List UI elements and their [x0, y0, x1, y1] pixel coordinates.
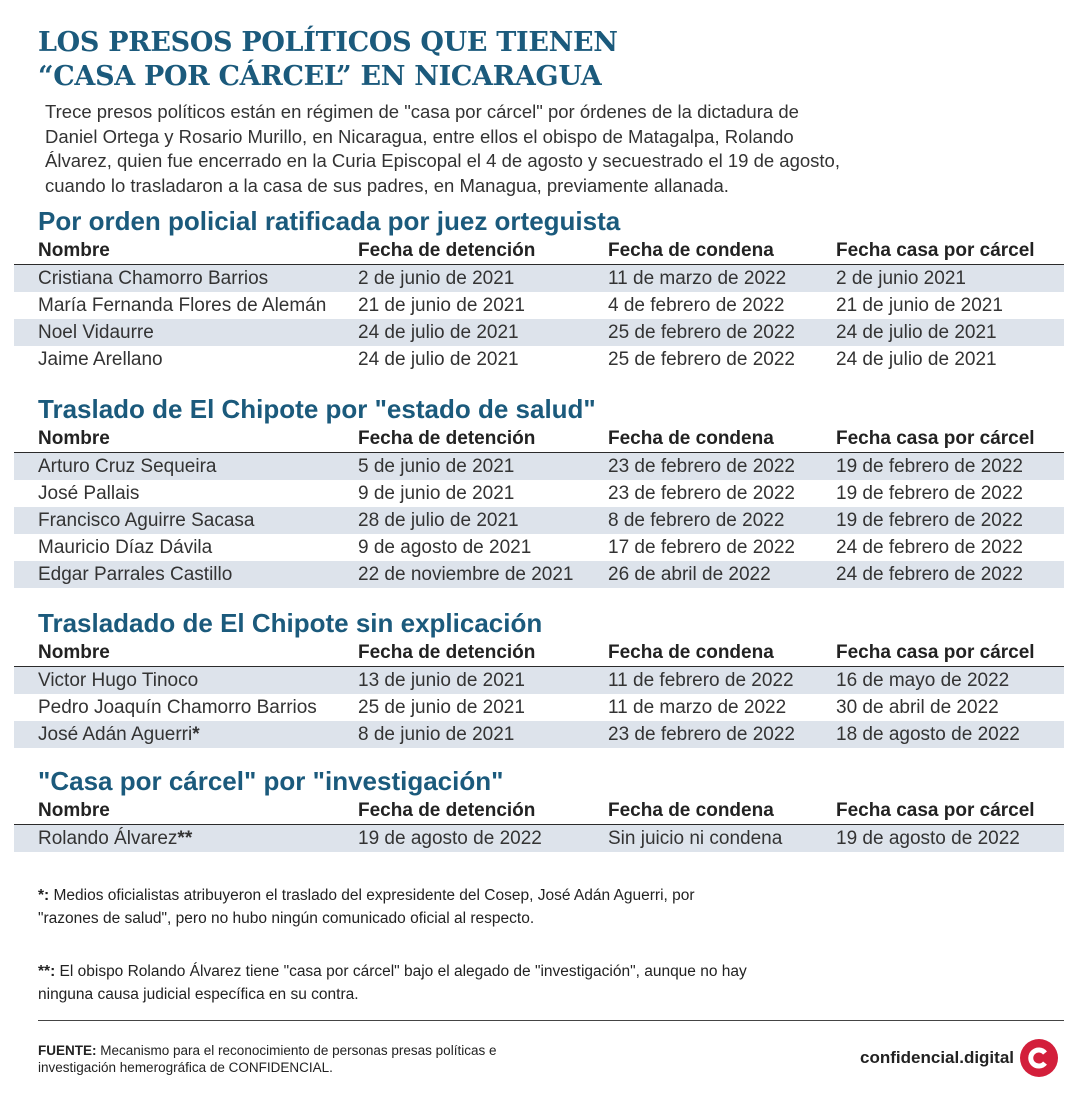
section-title: Traslado de El Chipote por "estado de salud" — [38, 394, 596, 424]
section-title: "Casa por cárcel" por "investigación" — [38, 766, 504, 796]
footnote-2-text: El obispo Rolando Álvarez tiene "casa por cárcel" bajo el alegado de "investigación", aunque no hay ninguna causa judicial específica en su contra. — [38, 963, 747, 1003]
person-name: Francisco Aguirre Sacasa — [38, 509, 255, 531]
table-row — [14, 265, 1064, 292]
title-line-1: LOS PRESOS POLÍTICOS QUE TIENEN — [38, 27, 618, 58]
cell-detention: 19 de agosto de 2022 — [358, 827, 542, 849]
column-header-detention: Fecha de detención — [358, 240, 536, 261]
cell-name — [14, 268, 358, 290]
cell-detention: 25 de junio de 2021 — [358, 696, 525, 718]
cell-house-arrest: 19 de febrero de 2022 — [836, 482, 1023, 504]
brand-logo-icon — [1020, 1039, 1058, 1077]
column-header-name: Nombre — [38, 642, 110, 663]
cell-sentence: 17 de febrero de 2022 — [608, 536, 795, 558]
column-header-sentence: Fecha de condena — [608, 428, 774, 449]
cell-sentence: 4 de febrero de 2022 — [608, 294, 785, 316]
person-name: Victor Hugo Tinoco — [38, 669, 199, 691]
table-row — [14, 453, 1064, 480]
footnote-2 — [38, 960, 758, 1006]
cell-sentence: 23 de febrero de 2022 — [608, 482, 795, 504]
source-label: FUENTE: — [38, 1043, 97, 1058]
table-row — [14, 561, 1064, 588]
person-name: Pedro Joaquín Chamorro Barrios — [38, 696, 317, 718]
cell-detention: 9 de junio de 2021 — [358, 482, 515, 504]
cell-house-arrest: 21 de junio de 2021 — [836, 294, 1003, 316]
table-section — [14, 764, 1064, 852]
cell-sentence: 23 de febrero de 2022 — [608, 723, 795, 745]
column-header-house-arrest: Fecha casa por cárcel — [836, 800, 1035, 821]
cell-detention: 8 de junio de 2021 — [358, 723, 515, 745]
cell-detention: 2 de junio de 2021 — [358, 267, 515, 289]
cell-house-arrest: 16 de mayo de 2022 — [836, 669, 1010, 691]
column-header-sentence: Fecha de condena — [608, 800, 774, 821]
cell-name — [14, 295, 358, 317]
page-title — [38, 26, 738, 94]
cell-name — [14, 670, 358, 692]
cell-house-arrest: 19 de febrero de 2022 — [836, 455, 1023, 477]
cell-sentence: 23 de febrero de 2022 — [608, 455, 795, 477]
cell-house-arrest: 24 de julio de 2021 — [836, 321, 997, 343]
table-row — [14, 507, 1064, 534]
title-line-2: “CASA POR CÁRCEL” EN NICARAGUA — [38, 61, 602, 92]
person-name: José Pallais — [38, 482, 140, 504]
cell-sentence: 11 de marzo de 2022 — [608, 696, 787, 718]
table-row — [14, 721, 1064, 748]
column-header-name: Nombre — [38, 240, 110, 261]
footnote-mark: * — [192, 723, 200, 745]
cell-detention: 24 de julio de 2021 — [358, 321, 519, 343]
section-title: Por orden policial ratificada por juez orteguista — [38, 206, 621, 236]
cell-sentence: 25 de febrero de 2022 — [608, 348, 795, 370]
cell-house-arrest: 18 de agosto de 2022 — [836, 723, 1020, 745]
cell-name — [14, 697, 358, 719]
column-header-sentence: Fecha de condena — [608, 642, 774, 663]
person-name: Edgar Parrales Castillo — [38, 563, 233, 585]
person-name: Noel Vidaurre — [38, 321, 154, 343]
table-row — [14, 480, 1064, 507]
column-header-name: Nombre — [38, 428, 110, 449]
footnote-1-mark: *: — [38, 887, 50, 904]
table-row — [14, 667, 1064, 694]
cell-detention: 28 de julio de 2021 — [358, 509, 519, 531]
column-header-house-arrest: Fecha casa por cárcel — [836, 240, 1035, 261]
table-section — [14, 392, 1064, 588]
cell-house-arrest: 2 de junio 2021 — [836, 267, 966, 289]
cell-sentence: 8 de febrero de 2022 — [608, 509, 785, 531]
person-name: José Adán Aguerri — [38, 723, 193, 745]
cell-name — [14, 456, 358, 478]
table-row — [14, 319, 1064, 346]
column-header-detention: Fecha de detención — [358, 428, 536, 449]
brand-name: confidencial.digital — [860, 1048, 1014, 1067]
table-row — [14, 694, 1064, 721]
source-note — [38, 1042, 508, 1076]
cell-detention: 13 de junio de 2021 — [358, 669, 525, 691]
table-header — [14, 640, 1064, 667]
cell-house-arrest: 24 de febrero de 2022 — [836, 563, 1023, 585]
table-section — [14, 204, 1064, 373]
cell-name — [14, 483, 358, 505]
cell-house-arrest: 30 de abril de 2022 — [836, 696, 999, 718]
person-name: Rolando Álvarez — [38, 827, 178, 849]
brand[interactable] — [860, 1038, 1058, 1078]
cell-detention: 5 de junio de 2021 — [358, 455, 515, 477]
cell-sentence: 26 de abril de 2022 — [608, 563, 771, 585]
table-row — [14, 292, 1064, 319]
column-header-house-arrest: Fecha casa por cárcel — [836, 642, 1035, 663]
cell-name — [14, 322, 358, 344]
person-name: Mauricio Díaz Dávila — [38, 536, 213, 558]
cell-name — [14, 349, 358, 371]
cell-detention: 24 de julio de 2021 — [358, 348, 519, 370]
cell-sentence: 11 de febrero de 2022 — [608, 669, 794, 691]
cell-detention: 22 de noviembre de 2021 — [358, 563, 574, 585]
person-name: Arturo Cruz Sequeira — [38, 455, 217, 477]
cell-sentence: 11 de marzo de 2022 — [608, 267, 787, 289]
cell-sentence: Sin juicio ni condena — [608, 827, 783, 849]
intro-paragraph: Trece presos políticos están en régimen de "casa por cárcel" por órdenes de la dictadura de Daniel Ortega y Rosario Murillo, en Nicaragua, entre ellos el obispo de Matagalpa, Rolando Álvarez, quien fue encerrado en la Curia Episcopal el 4 de agosto y secuestrado el 19 de agosto, cuando lo trasladaron a la casa de sus padres, en Managua, previamente allanada. — [45, 101, 840, 196]
cell-house-arrest: 24 de febrero de 2022 — [836, 536, 1023, 558]
table-row — [14, 825, 1064, 852]
cell-detention: 9 de agosto de 2021 — [358, 536, 532, 558]
person-name: Jaime Arellano — [38, 348, 163, 370]
cell-name — [14, 564, 358, 586]
table-section — [14, 606, 1064, 748]
cell-name — [14, 537, 358, 559]
cell-name — [14, 724, 358, 746]
source-text: Mecanismo para el reconocimiento de personas presas políticas e investigación hemerográfica de CONFIDENCIAL. — [38, 1043, 497, 1075]
person-name: Cristiana Chamorro Barrios — [38, 267, 269, 289]
column-header-sentence: Fecha de condena — [608, 240, 774, 261]
cell-name — [14, 510, 358, 532]
table-header — [14, 426, 1064, 453]
column-header-detention: Fecha de detención — [358, 642, 536, 663]
cell-detention: 21 de junio de 2021 — [358, 294, 525, 316]
column-header-detention: Fecha de detención — [358, 800, 536, 821]
divider — [38, 1020, 1064, 1021]
table-row — [14, 346, 1064, 373]
cell-sentence: 25 de febrero de 2022 — [608, 321, 795, 343]
cell-house-arrest: 19 de febrero de 2022 — [836, 509, 1023, 531]
footnote-1-text: Medios oficialistas atribuyeron el traslado del expresidente del Cosep, José Adán Aguerri, por "razones de salud", pero no hubo ningún comunicado oficial al respecto. — [38, 887, 695, 927]
footnote-2-mark: **: — [38, 963, 56, 980]
table-row — [14, 534, 1064, 561]
cell-name — [14, 828, 358, 850]
cell-house-arrest: 24 de julio de 2021 — [836, 348, 997, 370]
footnote-1 — [38, 884, 758, 930]
table-header — [14, 238, 1064, 265]
footnote-mark: ** — [177, 827, 193, 849]
column-header-name: Nombre — [38, 800, 110, 821]
column-header-house-arrest: Fecha casa por cárcel — [836, 428, 1035, 449]
section-title: Trasladado de El Chipote sin explicación — [38, 608, 543, 638]
person-name: María Fernanda Flores de Alemán — [38, 294, 327, 316]
table-header — [14, 798, 1064, 825]
cell-house-arrest: 19 de agosto de 2022 — [836, 827, 1020, 849]
